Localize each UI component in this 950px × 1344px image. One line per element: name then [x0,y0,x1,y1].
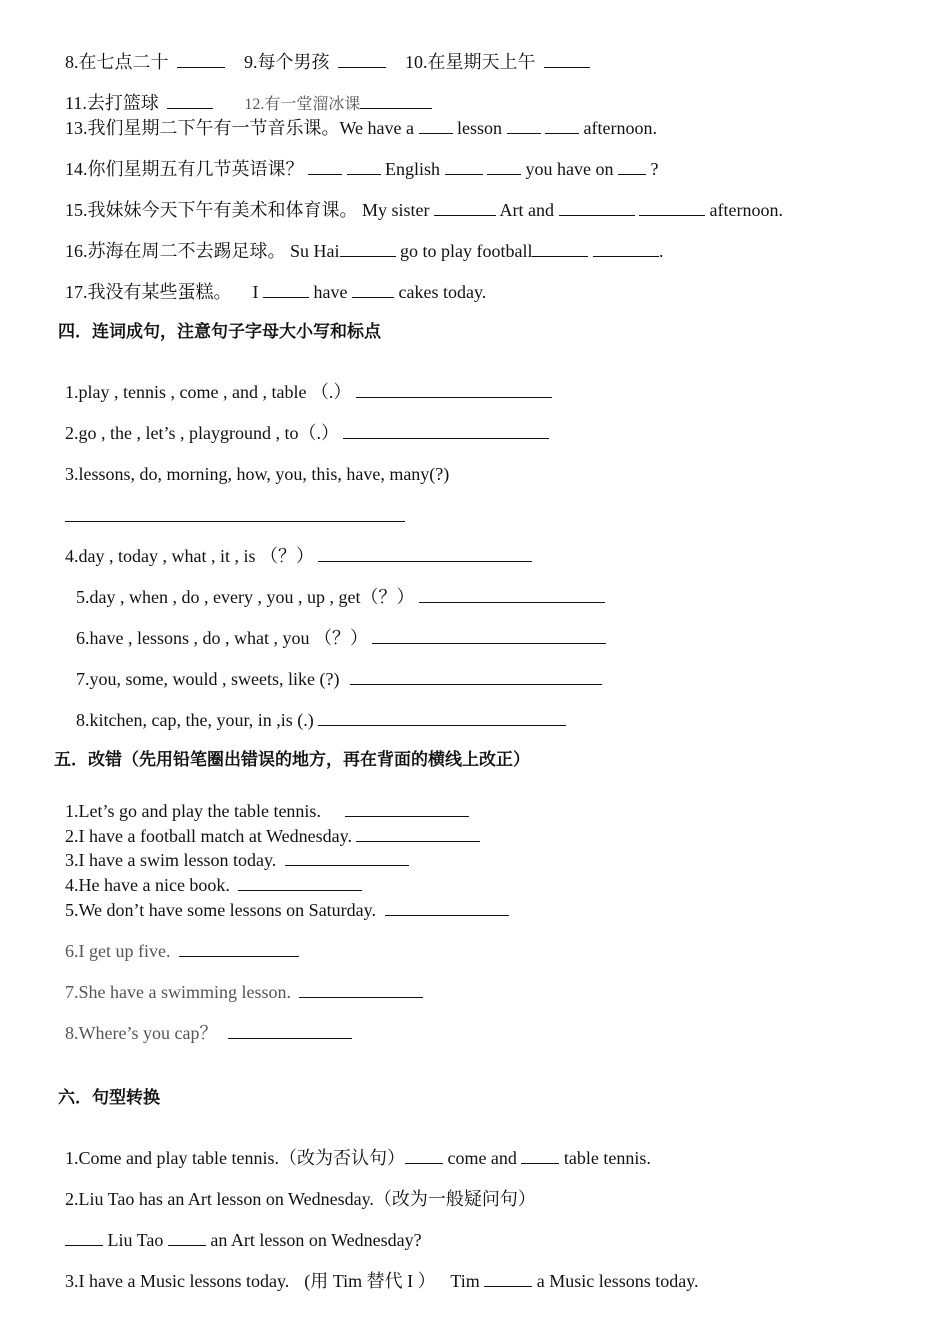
answer-blank[interactable] [343,421,549,439]
part4-item-7 [76,667,602,691]
part5-item-1-text: 1.Let’s go and play the table tennis. [65,801,321,821]
item-9-label: 9.每个男孩 [244,52,330,72]
part4-item-5 [76,585,605,609]
question-14-text: ? [650,159,659,179]
question-17 [65,280,486,304]
question-17-text: 17.我没有某些蛋糕。 [65,282,232,302]
answer-blank[interactable] [338,50,386,68]
part4-item-3-text: 3.lessons, do, morning, how, you, this, have, many(?) [65,464,450,484]
section-heading-4: 四．连词成句，注意句子字母大小写和标点 [58,322,381,342]
part6-question-1-text: come and [447,1148,517,1168]
item-row-8-10 [65,50,590,74]
answer-blank[interactable] [544,50,590,68]
answer-blank[interactable] [419,116,453,134]
answer-blank[interactable] [385,898,509,916]
answer-blank[interactable] [347,157,381,175]
question-15-text: 15.我妹妹今天下午有美术和体育课。 My sister [65,200,430,220]
part5-item-8 [65,1021,352,1045]
answer-blank[interactable] [372,626,606,644]
answer-blank[interactable] [507,116,541,134]
question-13 [65,116,657,140]
question-17-text: I [252,282,259,302]
part6-question-1 [65,1146,651,1170]
question-13-text: afternoon. [583,118,657,138]
answer-blank[interactable] [352,280,394,298]
part6-question-3 [65,1269,699,1293]
part5-item-5-text: 5.We don’t have some lessons on Saturday. [65,900,377,920]
answer-blank[interactable] [419,585,605,603]
answer-blank[interactable] [545,116,579,134]
part4-item-7-text: 7.you, some, would , sweets, like (?) [76,669,340,689]
answer-blank[interactable] [345,799,469,817]
part4-item-4 [65,544,532,568]
item-row-11-12 [65,91,432,117]
part6-question-3-text: 3.I have a Music lessons today. [65,1271,290,1291]
answer-blank[interactable] [167,91,213,109]
part5-item-7 [65,980,423,1004]
item-8-label: 8.在七点二十 [65,52,169,72]
answer-blank[interactable] [228,1021,352,1039]
answer-blank[interactable] [360,91,432,109]
part6-question-1-text: 1.Come and play table tennis.（改为否认句） [65,1148,405,1168]
part4-item-3 [65,462,449,486]
part6-question-2-text: Liu Tao [107,1230,164,1250]
question-13-text: lesson [457,118,503,138]
part4-item-5-text: 5.day , when , do , every , you , up , get（？） [76,587,415,607]
part5-item-4 [65,873,362,897]
answer-blank[interactable] [434,198,496,216]
part5-item-6 [65,939,299,963]
part5-item-2-text: 2.I have a football match at Wednesday. [65,826,352,846]
answer-blank[interactable] [487,157,521,175]
part5-item-8-text: 8.Where’s you cap？ [65,1023,218,1043]
question-15-text: afternoon. [709,200,783,220]
part4-item-2 [65,421,549,445]
part5-item-7-text: 7.She have a swimming lesson. [65,982,291,1002]
part6-question-2 [65,1187,536,1211]
part6-question-3-text: a Music lessons today. [536,1271,699,1291]
section-heading-5: 五．改错（先用铅笔圈出错误的地方，再在背面的横线上改正） [54,750,530,770]
part4-item-2-text: 2.go , the , let’s , playground , to（.） [65,423,339,443]
part4-item-6 [76,626,606,650]
part6-question-2-text: 2.Liu Tao has an Art lesson on Wednesday.（改为一般疑问句） [65,1189,536,1209]
item-10-label: 10.在星期天上午 [405,52,536,72]
question-14-text: English [385,159,441,179]
part4-item-4-text: 4.day , today , what , it , is （？） [65,546,314,566]
answer-blank[interactable] [639,198,705,216]
answer-blank[interactable] [559,198,635,216]
answer-blank[interactable] [65,1228,103,1246]
answer-blank[interactable] [318,708,566,726]
part4-item-1 [65,380,552,404]
item-11-label: 11.去打篮球 [65,93,159,113]
answer-blank[interactable] [532,239,588,257]
answer-blank[interactable] [238,873,362,891]
answer-blank[interactable] [263,280,309,298]
answer-blank[interactable] [285,848,409,866]
section-heading-6: 六．句型转换 [58,1088,160,1108]
question-16 [65,239,663,263]
part5-item-1 [65,799,469,823]
answer-blank[interactable] [521,1146,559,1164]
answer-blank[interactable] [168,1228,206,1246]
question-13-text: 13.我们星期二下午有一节音乐课。We have a [65,118,415,138]
part4-item-8-text: 8.kitchen, cap, the, your, in ,is (.) [76,710,314,730]
question-14-text: 14.你们星期五有几节英语课？ [65,159,304,179]
answer-line[interactable] [65,521,405,522]
part6-question-2-text: an Art lesson on Wednesday? [210,1230,422,1250]
question-17-text: cakes today. [398,282,487,302]
part5-item-4-text: 4.He have a nice book. [65,875,230,895]
part6-question-1-text: table tennis. [563,1148,651,1168]
question-15-text: Art and [499,200,554,220]
question-16-text: . [658,241,664,261]
part5-item-3-text: 3.I have a swim lesson today. [65,850,277,870]
question-15 [65,198,783,222]
answer-blank[interactable] [484,1269,532,1287]
question-16-text: go to play football [400,241,533,261]
answer-blank[interactable] [318,544,532,562]
item-12-label: 12.有一堂溜冰课 [244,96,361,113]
part6-question-3-text: (用 Tim 替代 I ） [304,1271,436,1291]
part5-item-2 [65,824,480,848]
answer-blank[interactable] [618,157,646,175]
question-16-text: 16.苏海在周二不去踢足球。 Su Hai [65,241,340,261]
answer-blank[interactable] [356,380,552,398]
answer-blank[interactable] [340,239,396,257]
question-17-text: have [313,282,348,302]
part6-question-2-answer [65,1228,422,1252]
part5-item-5 [65,898,509,922]
question-14-text: you have on [525,159,614,179]
answer-blank[interactable] [405,1146,443,1164]
part5-item-6-text: 6.I get up five. [65,941,171,961]
answer-blank[interactable] [179,939,299,957]
answer-blank[interactable] [308,157,342,175]
answer-blank[interactable] [356,824,480,842]
part4-item-6-text: 6.have , lessons , do , what , you （？） [76,628,368,648]
answer-blank[interactable] [593,239,659,257]
answer-blank[interactable] [177,50,225,68]
part6-question-3-text: Tim [450,1271,480,1291]
answer-blank[interactable] [299,980,423,998]
question-14 [65,157,659,181]
part4-item-8 [76,708,566,732]
part5-item-3 [65,848,409,872]
answer-blank[interactable] [445,157,483,175]
answer-blank[interactable] [350,667,602,685]
part4-item-1-text: 1.play , tennis , come , and , table （.） [65,382,352,402]
